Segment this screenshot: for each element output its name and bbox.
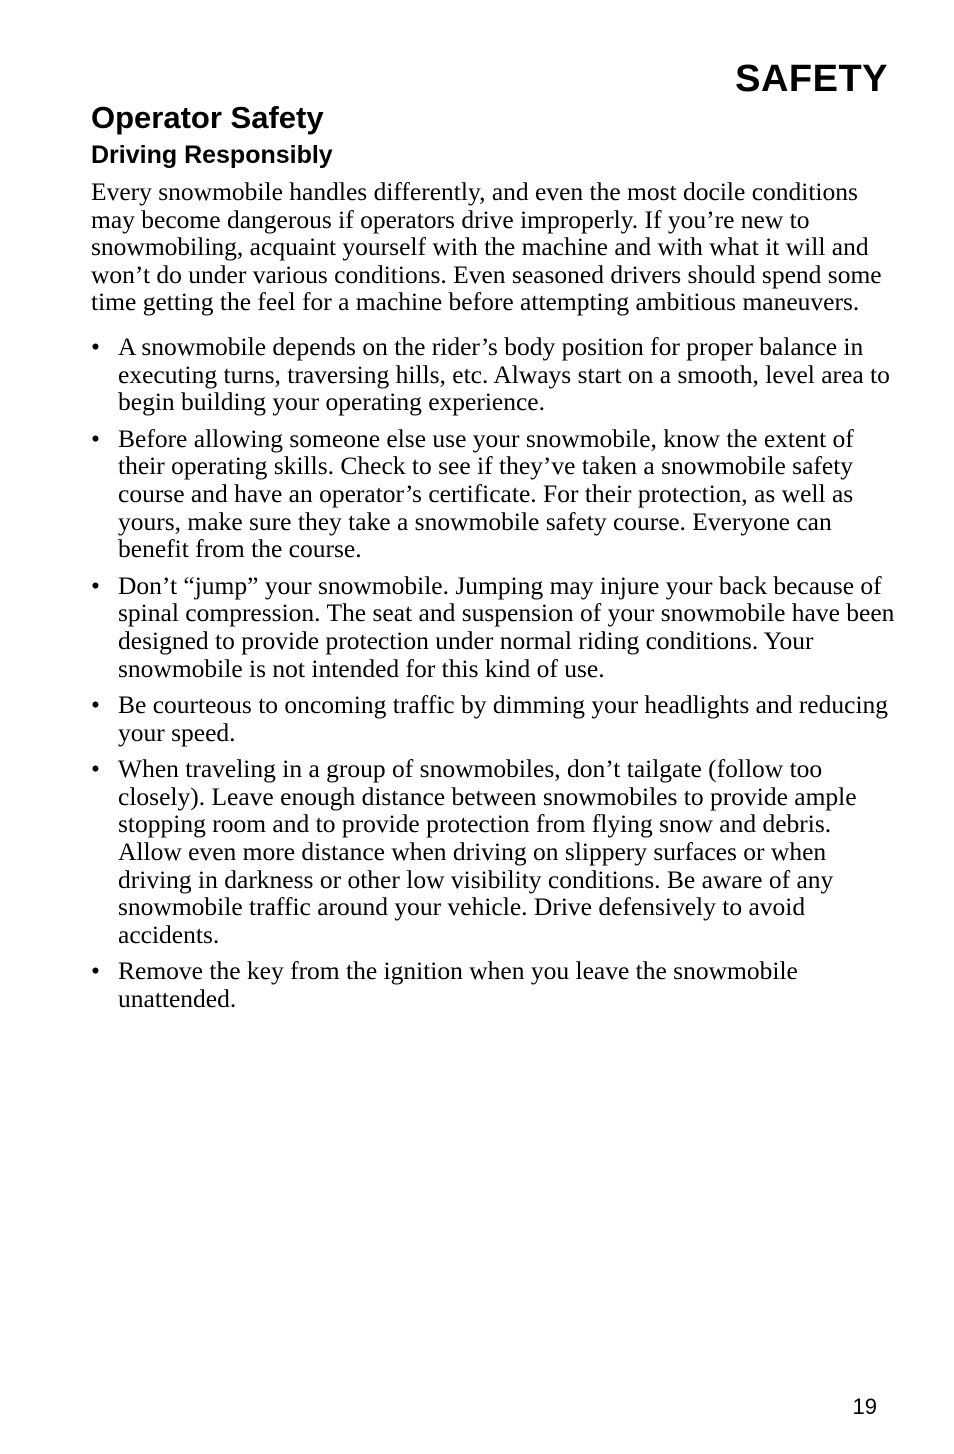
list-item-text: Before allowing someone else use your snowmobile, know the extent of their operating skills. Check to see if they’ve taken a snowmobile safety course and have an operator’s certificate. For their protection, as well as yours, make sure they take a snowmobile safety course. Everyone can benefit from the course. [118, 423, 854, 564]
safety-tips-list [91, 333, 896, 1013]
list-item-text: When traveling in a group of snowmobiles, don’t tailgate (follow too closely). Leave enough distance between snowmobiles to provide ample stopping room and to provide protection from flying snow and debris. Allow even more distance when driving on slippery surfaces or when driving in darkness or other low visibility conditions. Be aware of any snowmobile traffic around your vehicle. Drive defensively to avoid accidents. [118, 754, 857, 949]
bullet-icon: • [91, 956, 100, 986]
list-item-text: Don’t “jump” your snowmobile. Jumping may injure your back because of spinal compression. The seat and suspension of your snowmobile have been designed to provide protection under normal riding conditions. Your snowmobile is not intended for this kind of use. [118, 570, 895, 683]
subsection-title: Driving Responsibly [91, 141, 333, 169]
list-item-text: A snowmobile depends on the rider’s body position for proper balance in executing turns, traversing hills, etc. Always start on a smooth, level area to begin building your operating experience. [118, 331, 890, 417]
intro-paragraph: Every snowmobile handles differently, and even the most docile conditions may become dangerous if operators drive improperly. If you’re new to snowmobiling, acquaint yourself with the machine and with what it will and won’t do under various conditions. Even seasoned drivers should spend some time getting the feel for a machine before attempting ambitious maneuvers. [91, 177, 882, 317]
bullet-icon: • [91, 690, 100, 720]
section-title: Operator Safety [91, 100, 324, 135]
list-item [91, 333, 896, 416]
list-item-text: Be courteous to oncoming traffic by dimming your headlights and reducing your speed. [118, 690, 889, 747]
bullet-icon: • [91, 423, 100, 453]
bullet-icon: • [91, 754, 100, 784]
bullet-icon: • [91, 331, 100, 361]
list-item [91, 957, 896, 1012]
page-number: 19 [852, 1394, 877, 1419]
list-item [91, 691, 896, 746]
list-item [91, 425, 896, 563]
page-content [91, 98, 896, 1022]
list-item-text: Remove the key from the ignition when you leave the snowmobile unattended. [118, 956, 798, 1014]
list-item [91, 572, 896, 682]
chapter-title: SAFETY [735, 58, 888, 100]
list-item [91, 755, 896, 948]
bullet-icon: • [91, 570, 100, 600]
